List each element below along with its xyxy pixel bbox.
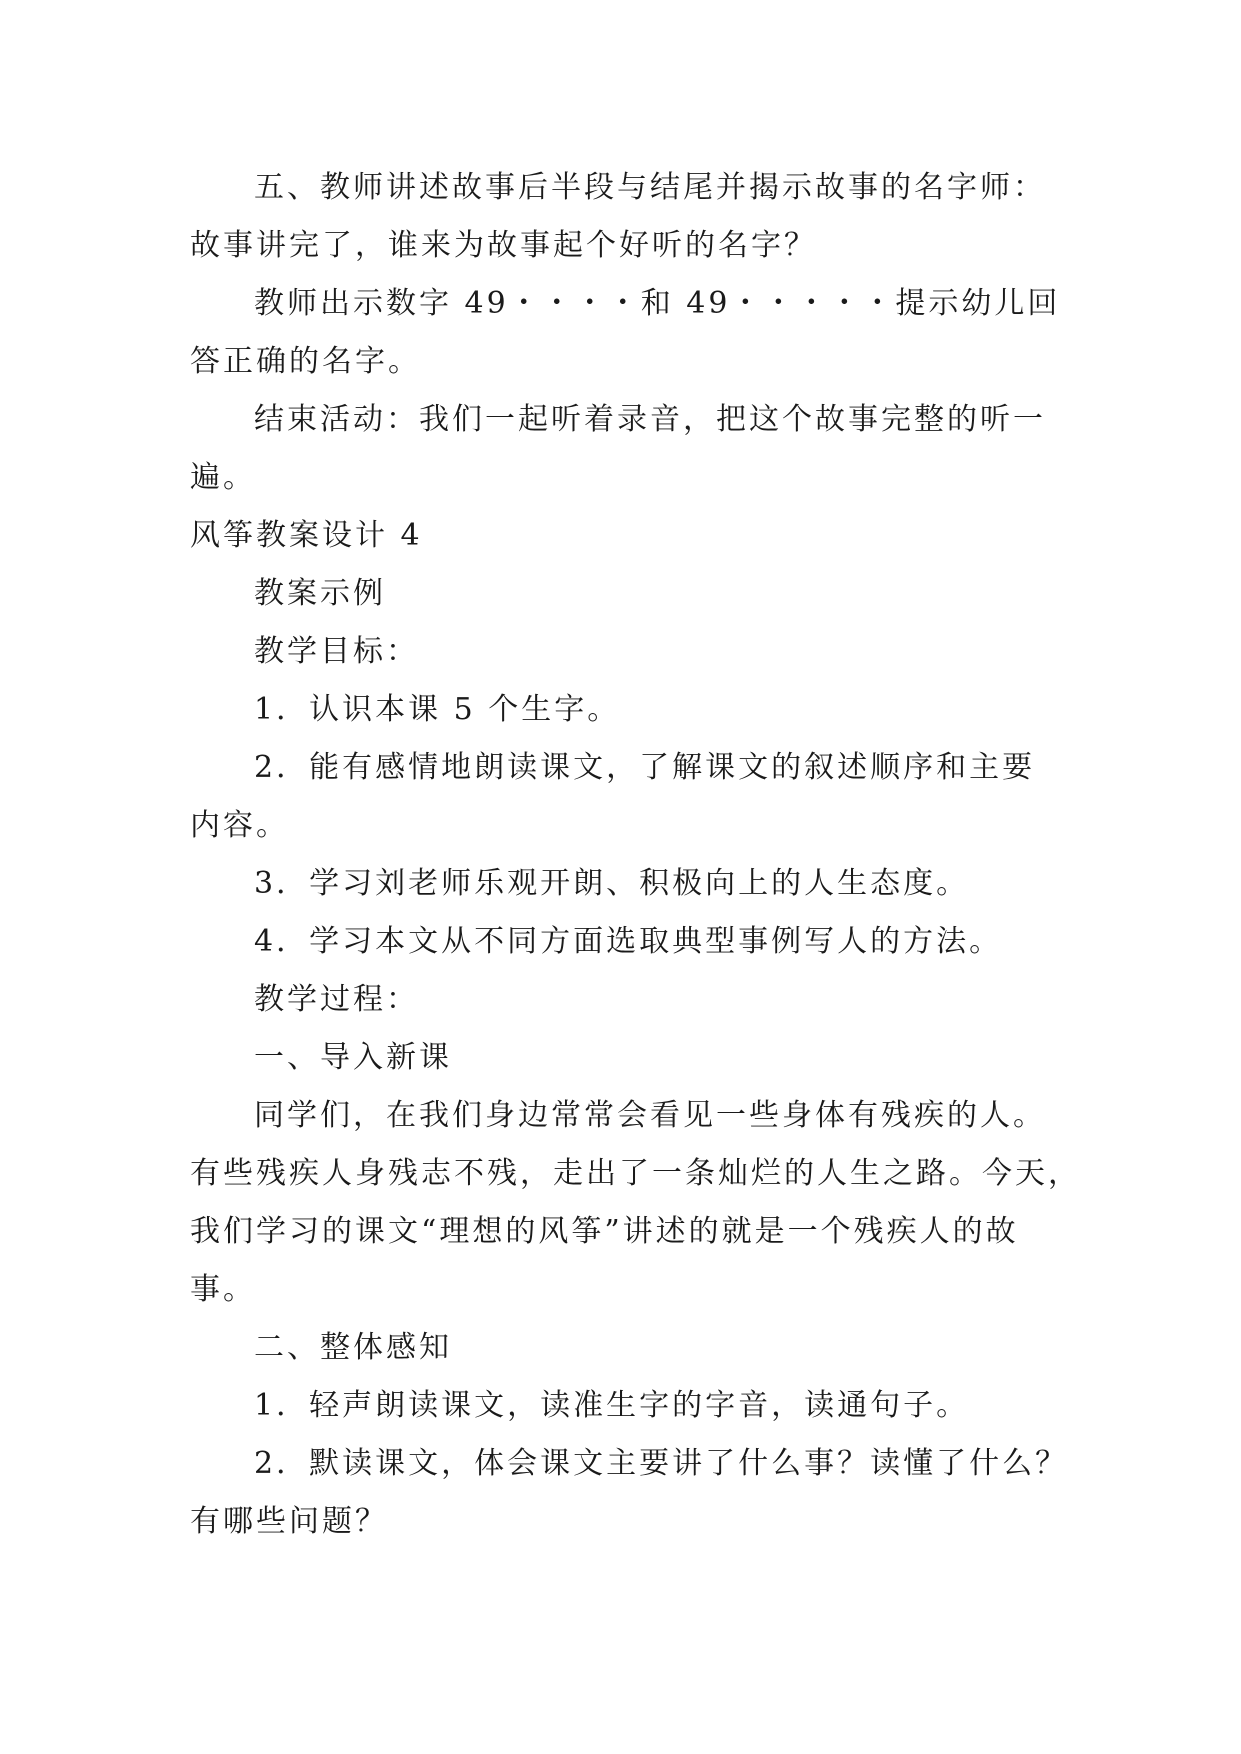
paragraph-line: 有哪些问题？ (190, 1504, 388, 1539)
list-item: 2．能有感情地朗读课文，了解课文的叙述顺序和主要 (254, 750, 1036, 785)
paragraph-line: 内容。 (190, 808, 289, 843)
list-item: 1．轻声朗读课文，读准生字的字音，读通句子。 (254, 1388, 970, 1423)
paragraph-line: 一、导入新课 (254, 1040, 452, 1075)
list-item: 3．学习刘老师乐观开朗、积极向上的人生态度。 (254, 866, 970, 901)
paragraph-line: 教学过程： (254, 982, 419, 1017)
paragraph-line: 故事讲完了，谁来为故事起个好听的名字？ (190, 228, 817, 263)
paragraph-line: 我们学习的课文“理想的风筝”讲述的就是一个残疾人的故 (190, 1214, 1019, 1249)
paragraph-line: 结束活动：我们一起听着录音，把这个故事完整的听一 (254, 402, 1046, 437)
list-item: 2．默读课文，体会课文主要讲了什么事？读懂了什么？ (254, 1446, 1069, 1481)
paragraph-line: 同学们，在我们身边常常会看见一些身体有残疾的人。 (254, 1098, 1046, 1133)
paragraph-line: 事。 (190, 1272, 256, 1307)
paragraph-line: 教师出示数字 49・・・・和 49・・・・・提示幼儿回 (254, 286, 1061, 321)
paragraph-line: 五、教师讲述故事后半段与结尾并揭示故事的名字师： (254, 170, 1046, 205)
paragraph-line: 答正确的名字。 (190, 344, 421, 379)
paragraph-line: 教学目标： (254, 634, 419, 669)
list-item: 1．认识本课 5 个生字。 (254, 692, 621, 727)
paragraph-line: 二、整体感知 (254, 1330, 452, 1365)
section-heading: 风筝教案设计 4 (190, 518, 423, 553)
paragraph-line: 有些残疾人身残志不残，走出了一条灿烂的人生之路。今天， (190, 1156, 1081, 1191)
paragraph-line: 遍。 (190, 460, 256, 495)
paragraph-line: 教案示例 (254, 576, 386, 611)
list-item: 4．学习本文从不同方面选取典型事例写人的方法。 (254, 924, 1003, 959)
